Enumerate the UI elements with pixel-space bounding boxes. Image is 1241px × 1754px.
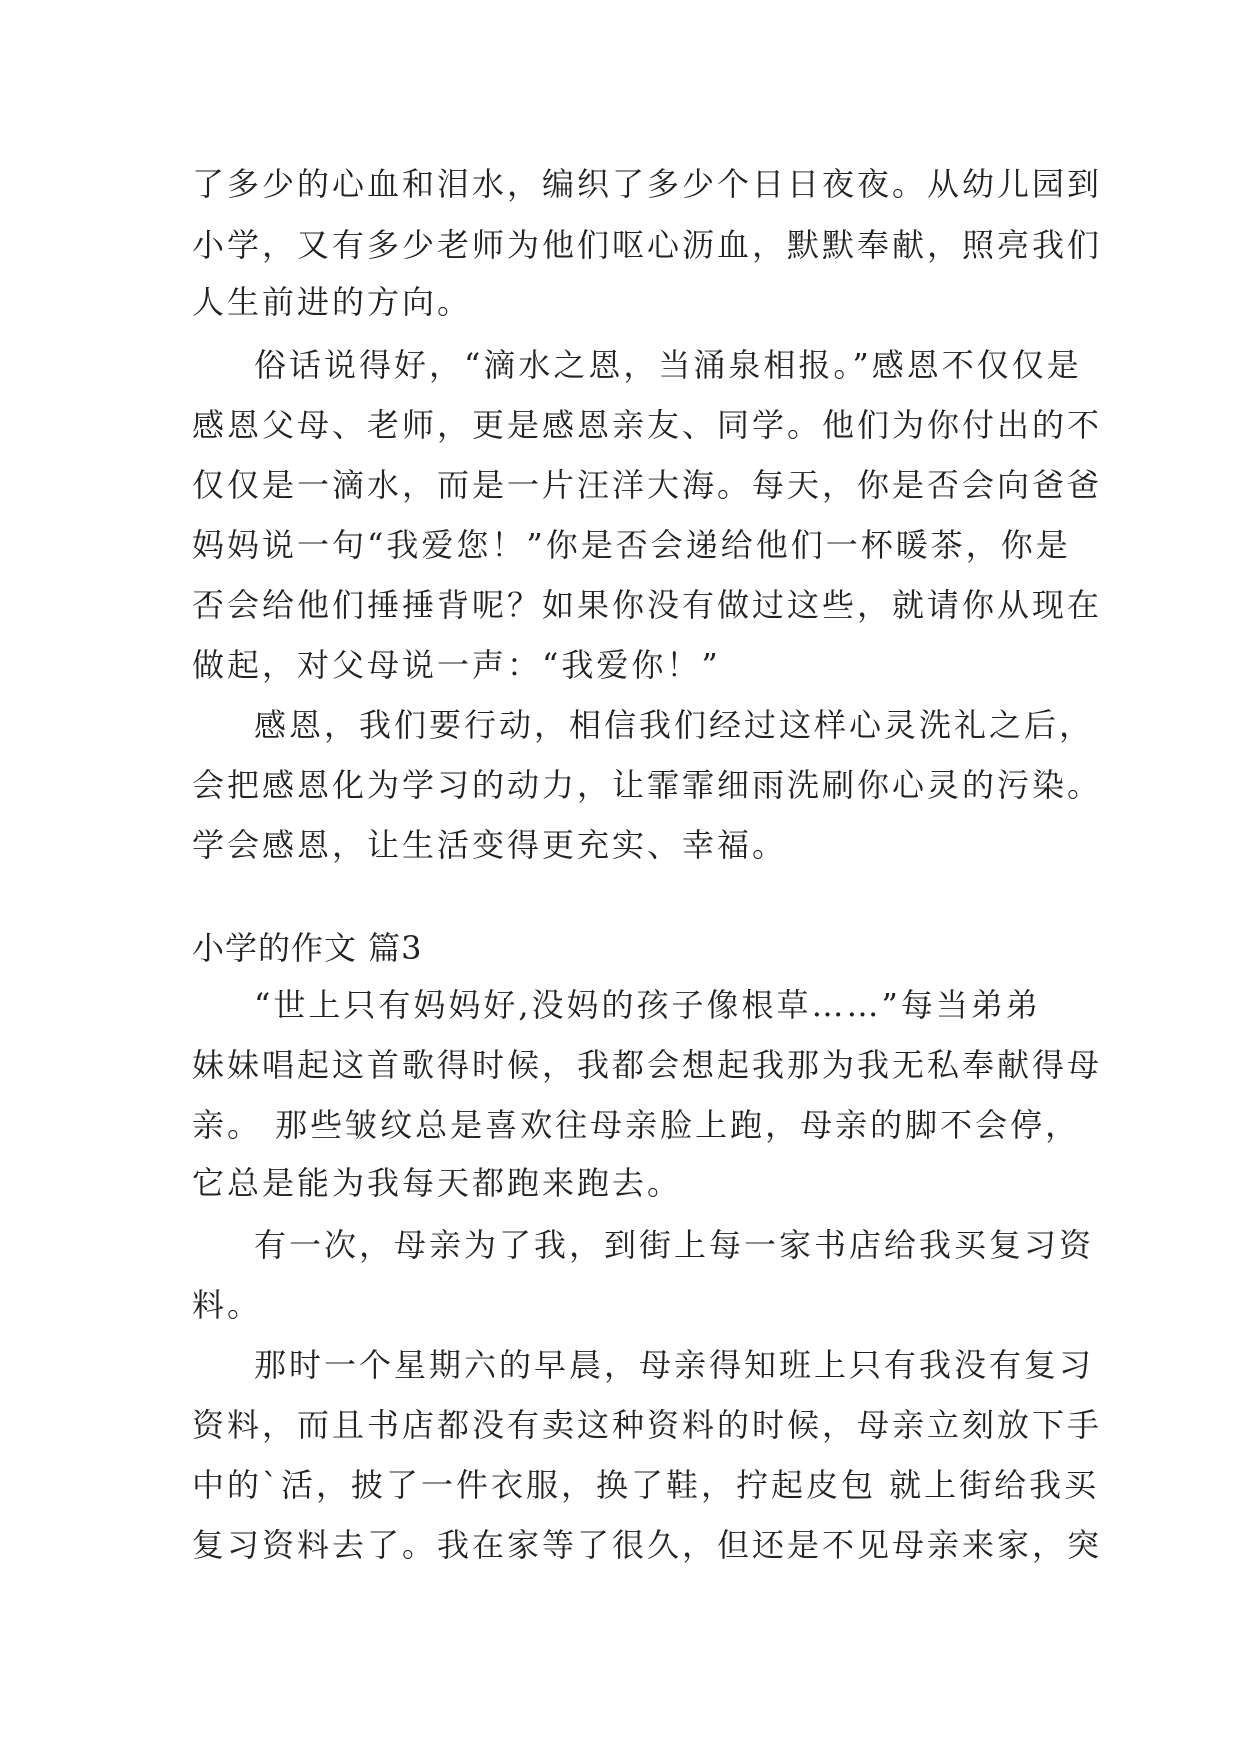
text-line: 感恩，我们要行动，相信我们经过这样心灵洗礼之后，	[254, 706, 1095, 744]
text-line: 了多少的心血和泪水，编织了多少个日日夜夜。从幼儿园到	[192, 165, 1103, 203]
text-line: 俗话说得好，“滴水之恩，当涌泉相报。”感恩不仅仅是	[254, 346, 1082, 384]
text-line: 那时一个星期六的早晨，母亲得知班上只有我没有复习	[254, 1346, 1095, 1384]
text-line: 资料，而且书店都没有卖这种资料的时候，母亲立刻放下手	[192, 1406, 1103, 1444]
text-line: 会把感恩化为学习的动力，让霏霏细雨洗刷你心灵的污染。	[192, 766, 1103, 804]
text-line: 学会感恩，让生活变得更充实、幸福。	[192, 826, 788, 864]
text-line: 亲。 那些皱纹总是喜欢往母亲脸上跑，母亲的脚不会停，	[192, 1106, 1081, 1144]
text-line: 做起，对父母说一声：“我爱你！”	[192, 646, 721, 684]
text-line: 它总是能为我每天都跑来跑去。	[192, 1164, 683, 1202]
text-line: “世上只有妈妈好,没妈的孩子像根草……”每当弟弟	[254, 986, 1041, 1024]
text-line: 妹妹唱起这首歌得时候，我都会想起我那为我无私奉献得母	[192, 1046, 1103, 1084]
text-line: 料。	[192, 1286, 263, 1324]
text-line: 复习资料去了。我在家等了很久，但还是不见母亲来家，突	[192, 1526, 1103, 1564]
section-heading: 小学的作文 篇3	[192, 929, 423, 967]
text-line: 感恩父母、老师，更是感恩亲友、同学。他们为你付出的不	[192, 406, 1103, 444]
text-line: 否会给他们捶捶背呢？如果你没有做过这些，就请你从现在	[192, 586, 1103, 624]
text-line: 妈妈说一句“我爱您！”你是否会递给他们一杯暖茶，你是	[192, 526, 1071, 564]
text-line: 中的`活，披了一件衣服，换了鞋，拧起皮包 就上街给我买	[192, 1466, 1100, 1504]
text-line: 人生前进的方向。	[192, 283, 473, 321]
text-line: 小学，又有多少老师为他们呕心沥血，默默奉献，照亮我们	[192, 226, 1103, 264]
text-line: 有一次，母亲为了我，到街上每一家书店给我买复习资	[254, 1226, 1095, 1264]
text-line: 仅仅是一滴水，而是一片汪洋大海。每天，你是否会向爸爸	[192, 466, 1103, 504]
